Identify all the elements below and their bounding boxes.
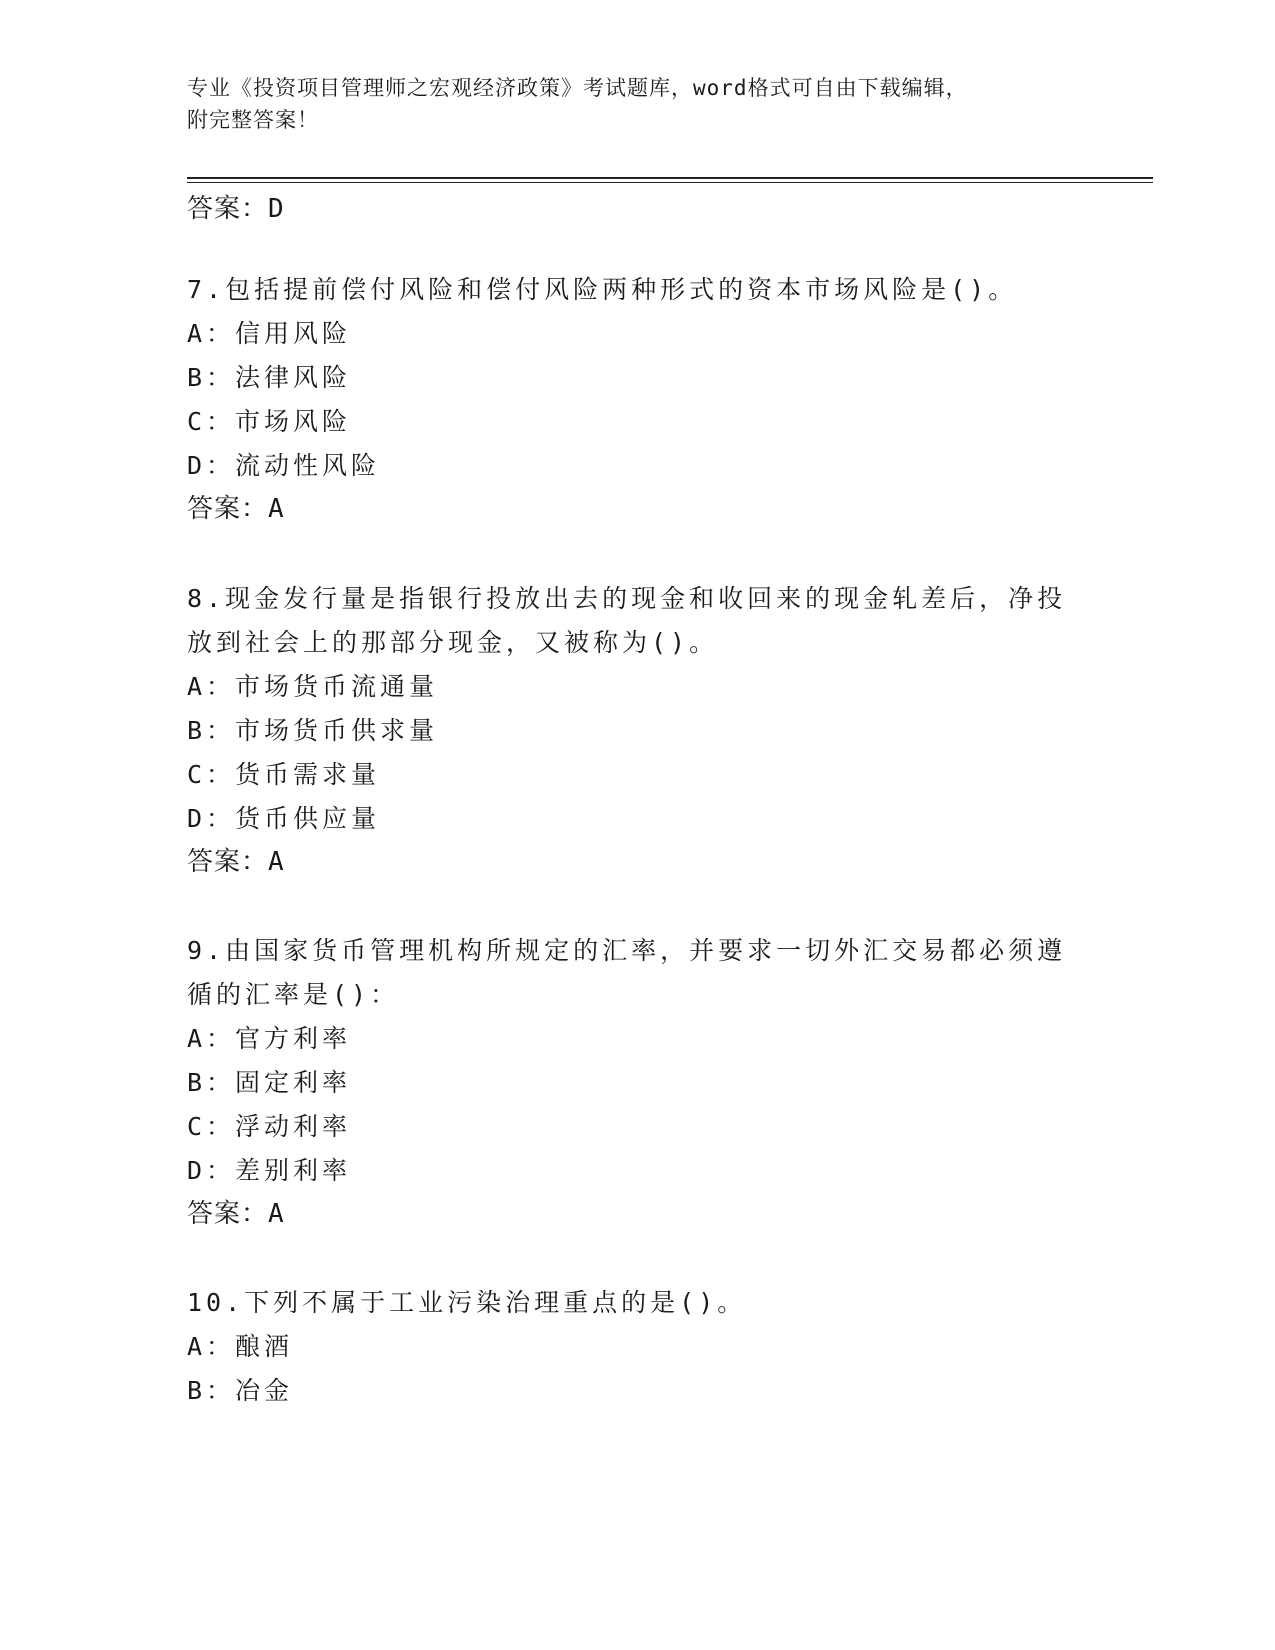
answer-line: 答案：D bbox=[187, 194, 285, 224]
question-8-stem-line-2: 放到社会上的那部分现金，又被称为()。 bbox=[187, 628, 719, 657]
header-divider-thin bbox=[187, 182, 1153, 183]
question-7-option-d: D：流动性风险 bbox=[187, 451, 381, 480]
question-7-stem: 7.包括提前偿付风险和偿付风险两种形式的资本市场风险是()。 bbox=[187, 275, 1018, 304]
question-9-option-d: D：差别利率 bbox=[187, 1156, 352, 1185]
question-9-option-a: A：官方利率 bbox=[187, 1024, 352, 1053]
question-7-option-c: C：市场风险 bbox=[187, 407, 352, 436]
question-7-answer: 答案：A bbox=[187, 494, 285, 524]
question-7-option-a: A：信用风险 bbox=[187, 319, 352, 348]
question-9-option-c: C：浮动利率 bbox=[187, 1112, 352, 1141]
header-line-2: 附完整答案！ bbox=[187, 108, 319, 132]
document-header bbox=[187, 72, 1087, 136]
question-7-option-b: B：法律风险 bbox=[187, 363, 352, 392]
question-8-option-c: C：货币需求量 bbox=[187, 760, 381, 789]
header-divider-thick bbox=[187, 177, 1153, 179]
question-10-stem: 10.下列不属于工业污染治理重点的是()。 bbox=[187, 1288, 747, 1317]
header-line-1: 专业《投资项目管理师之宏观经济政策》考试题库，word格式可自由下载编辑， bbox=[187, 76, 968, 100]
question-8-option-a: A：市场货币流通量 bbox=[187, 672, 439, 701]
question-10-option-b: B：冶金 bbox=[187, 1376, 294, 1405]
question-9-stem-line-1: 9.由国家货币管理机构所规定的汇率，并要求一切外汇交易都必须遵 bbox=[187, 936, 1067, 965]
question-8-option-b: B：市场货币供求量 bbox=[187, 716, 439, 745]
question-9-stem-line-2: 循的汇率是()： bbox=[187, 980, 400, 1009]
question-8-answer: 答案：A bbox=[187, 847, 285, 877]
question-9-answer: 答案：A bbox=[187, 1199, 285, 1229]
question-8-stem-line-1: 8.现金发行量是指银行投放出去的现金和收回来的现金轧差后，净投 bbox=[187, 584, 1067, 613]
question-8-option-d: D：货币供应量 bbox=[187, 804, 381, 833]
question-10-option-a: A：酿酒 bbox=[187, 1332, 294, 1361]
question-9-option-b: B：固定利率 bbox=[187, 1068, 352, 1097]
